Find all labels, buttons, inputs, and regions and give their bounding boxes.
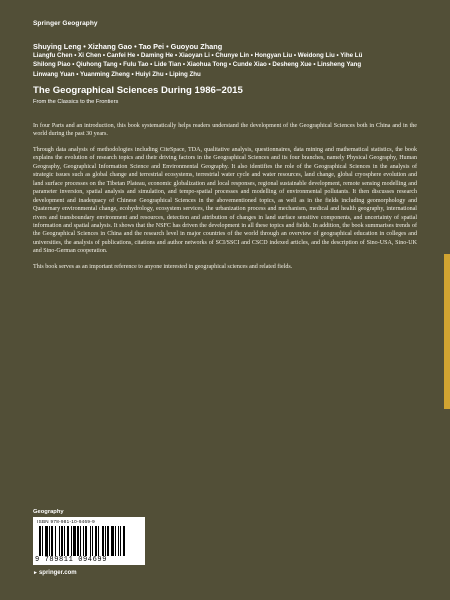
barcode xyxy=(33,517,145,565)
accent-side-tab xyxy=(444,254,450,409)
author-line: Liangfu Chen • Xi Chen • Canfei He • Daming He • Xiaoyan Li • Chunye Lin • Hongyan Liu • Weidong Liu • Yihe Lü xyxy=(33,52,363,60)
book-subtitle: From the Classics to the Frontiers xyxy=(33,99,119,105)
description-paragraph: This book serves as an important reference to anyone interested in geographical sciences and related fields. xyxy=(33,263,293,270)
barcode-number: 9 789811 094699 xyxy=(35,556,108,564)
barcode-bars xyxy=(37,526,141,556)
book-title: The Geographical Sciences During 1986−2015 xyxy=(33,85,243,96)
subject-category: Geography xyxy=(33,509,64,515)
arrow-icon: ► xyxy=(33,570,38,576)
series-name: Springer Geography xyxy=(33,20,98,27)
author-line: Shuying Leng • Xizhang Gao • Tao Pei • Guoyou Zhang xyxy=(33,42,223,51)
description-paragraph: Through data analysis of methodologies including CiteSpace, TDA, qualitative analysis, questionnaires, data mining and mathematical statistics, the book explains the evolution of research topics and their driving factors in the Geographical Sciences and its four branches, namely Physical Geography, Human Geography, Geographical Information Science and Environmental Geography. It also identifies the role of the Geographical Sciences in the analysis of strategic issues such as global change and terrestrial ecosystems, terrestrial water cycle and water resources, land change, global cryosphere evolution and land surface processes on the Tibetan Plateau, economic globalization and local responses, regional sustainable development, remote sensing modelling and parameter inversion, spatial analysis and simulation, and tempo-spatial processes and modelling of environmental pollutants. It then discusses research development and inadequacy of Chinese Geographical Sciences in the abovementioned topics, as well as in the fields including geomorphology and Quaternary environmental change, ecohydrology, ecosystem services, the urbanization process and mechanism, medical and health geography, international rivers and transboundary environment and resources, detection and attribution of changes in land surface sensitive components, and uncertainty of spatial information and spatial analysis. It shows that the NSFC has driven the development in all these topics and fields. In addition, the book summarises trends of the Geographical Sciences in China and the research level in major countries of the world through an overview of geographical education in colleges and universities, the analysis of publications, citations and author networks of SCI/SSCI and CSCD indexed articles, and the description of Sino-USA, Sino-UK and Sino-German cooperation. xyxy=(33,146,417,255)
author-line: Shilong Piao • Qiuhong Tang • Fulu Tao • Lide Tian • Xiaohua Tong • Cunde Xiao • Desheng Xue • Linsheng Yang xyxy=(33,61,362,69)
website-link[interactable]: springer.com xyxy=(38,570,77,576)
publisher-website[interactable] xyxy=(33,570,77,576)
description-paragraph: In four Parts and an introduction, this book systematically helps readers understand the development of the Geographical Sciences both in China and in the world during the past 30 years. xyxy=(33,123,417,138)
isbn-label: ISBN 978-981-10-9469-9 xyxy=(37,519,95,524)
author-list xyxy=(33,42,413,79)
author-line: Linwang Yuan • Yuanming Zheng • Huiyi Zhu • Liping Zhu xyxy=(33,70,201,78)
description xyxy=(33,122,417,278)
